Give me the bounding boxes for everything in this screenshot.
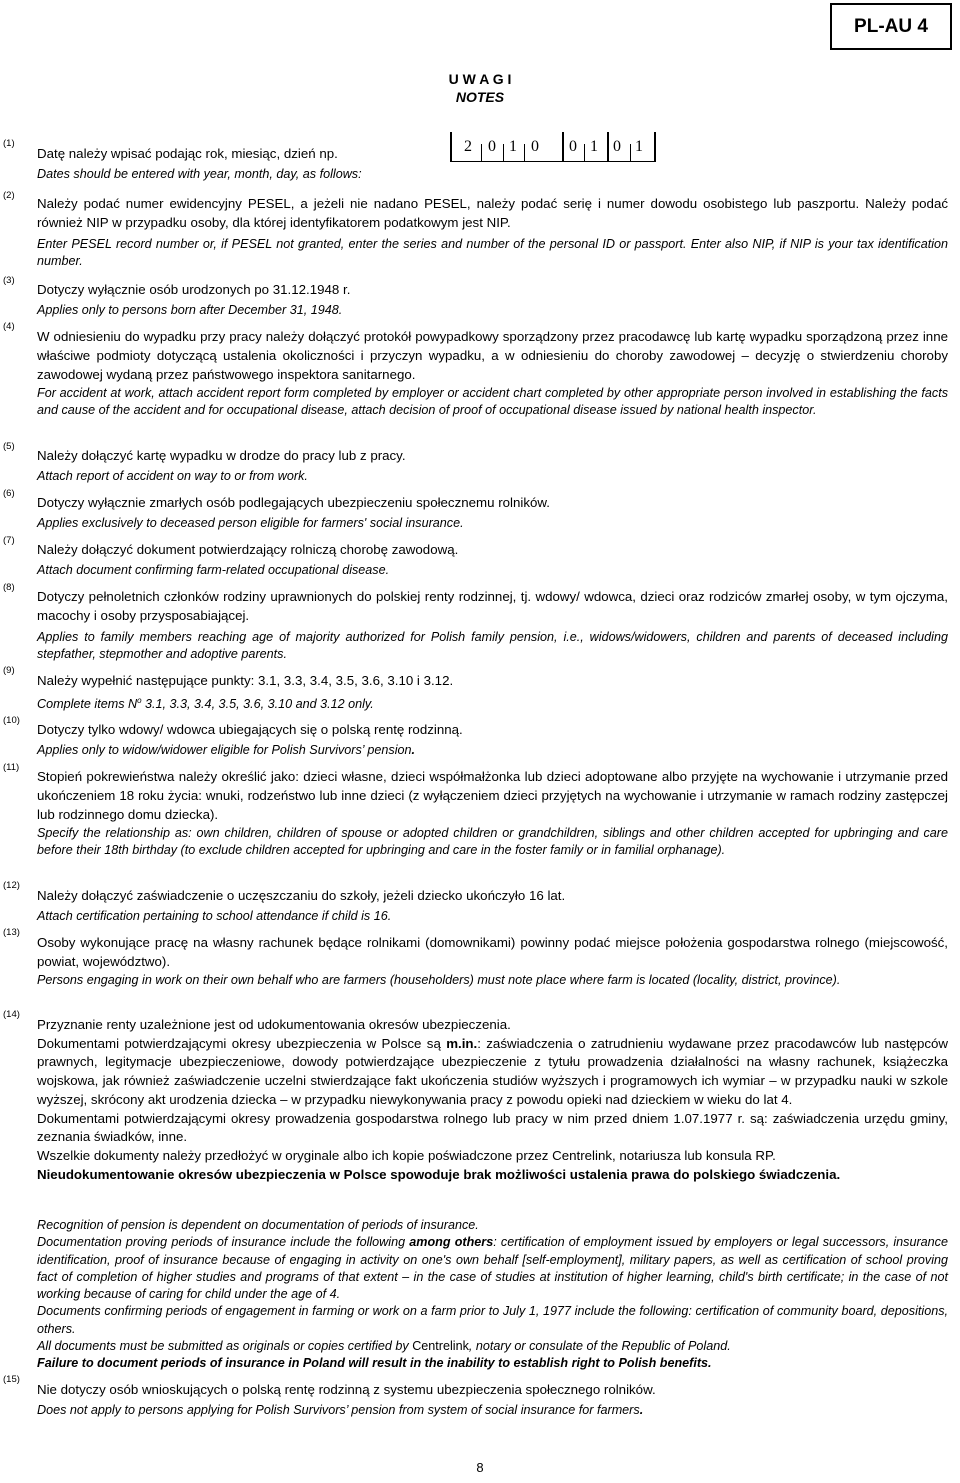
date-digit: 0 [569, 138, 577, 155]
note-2-pl: Należy podać numer ewidencyjny PESEL, a jeżeli nie nadano PESEL, należy podać serię i numer dowodu osobistego lub paszportu. Należy podać również NIP w przypadku osoby, dla której identyfikatorem podatkowym jest NIP. [37, 196, 948, 230]
note-2-en: Enter PESEL record number or, if PESEL not granted, enter the series and number of the personal ID or passport. Enter also NIP, if NIP is your tax identification number. [37, 237, 948, 269]
note-3-pl: Dotyczy wyłącznie osób urodzonych po 31.12.1948 r. [37, 282, 351, 297]
note-number: (1) [3, 138, 15, 149]
note-4-pl: W odniesieniu do wypadku przy pracy należy dołączyć protokół powypadkowy sporządzony przez pracodawcę lub kartę wypadku sporządzoną przez inne właściwe podmioty dotyczącą ustalenia okoliczności i przyczyn wypadku, a w odniesieniu do choroby zawodowej – decyzję o stwierdzeniu choroby zawodowej wydaną przez państwowego inspektora sanitarnego. [37, 329, 948, 382]
note-9-pl: Należy wypełnić następujące punkty: 3.1, 3.3, 3.4, 3.5, 3.6, 3.10 i 3.12. [37, 673, 454, 688]
date-digit: 1 [590, 138, 598, 155]
note-7-pl: Należy dołączyć dokument potwierdzający rolniczą chorobę zawodową. [37, 542, 459, 557]
note-6-en: Applies exclusively to deceased person eligible for farmers' social insurance. [37, 516, 464, 530]
note-4-en: For accident at work, attach accident report form completed by employer or accident chart completed by other appropriate person involved in establishing the facts and cause of the accident and for occupational disease, attach decision of proof of occupational disease issued by national health inspector. [37, 386, 948, 418]
note-number: (15) [3, 1374, 20, 1385]
page-number: 8 [476, 1460, 484, 1475]
note-number: (3) [3, 275, 15, 286]
note-number: (14) [3, 1009, 20, 1020]
note-7-en: Attach document confirming farm-related occupational disease. [37, 563, 390, 577]
note-number: (13) [3, 927, 20, 938]
note-5-en: Attach report of accident on way to or from work. [37, 469, 308, 483]
note-8-pl: Dotyczy pełnoletnich członków rodziny uprawnionych do polskiej renty rodzinnej, tj. wdowy/ wdowca, dzieci oraz rodziców zmarłej osoby, w tym ojczyma, macochy i osoby przysposabiającej. [37, 589, 948, 623]
note-14-en: Recognition of pension is dependent on documentation of periods of insurance. Documentation proving periods of insurance include the following among others: certification of employment issued by employers or legal successors, insurance identification, proof of insurance because of engaging in activity on one's own behalf [self-employment], military papers, as well as certification of school proving fact of completion of higher studies and programs of that extent – in the case of studies at institution of higher learning, child's birth certificate; in the case of not working because of caring for child under the age of 4. Documents confirming periods of engagement in farming or work on a farm prior to July 1, 1977 include the following: certification of community board, depositions, others. All documents must be submitted as originals or copies certified by Centrelink, notary or consulate of the Republic of Poland. Failure to document periods of insurance in Poland will result in the inability to establish right to Polish benefits. [37, 1218, 948, 1371]
note-number: (2) [3, 190, 15, 201]
note-number: (8) [3, 582, 15, 593]
note-15-pl: Nie dotyczy osób wnioskujących o polską rentę rodzinną z systemu ubezpieczenia społecznego rolników. [37, 1382, 656, 1397]
note-11-en: Specify the relationship as: own children, children of spouse or adopted children or grandchildren, siblings and other children accepted for upbringing and care before their 18th birthday (to exclude children accepted for upbringing and care in the foster family or in familial orphanage). [37, 826, 948, 858]
form-code-box [830, 3, 952, 50]
date-digit: 1 [635, 138, 643, 155]
note-number: (7) [3, 535, 15, 546]
date-example-boxes [450, 132, 656, 162]
note-10-pl: Dotyczy tylko wdowy/ wdowca ubiegających się o polską rentę rodzinną. [37, 722, 463, 737]
note-13-pl: Osoby wykonujące pracę na własny rachunek będące rolnikami (domownikami) powinny podać miejsce położenia gospodarstwa rolnego (miejscowość, powiat, województwo). [37, 935, 948, 969]
note-13-en: Persons engaging in work on their own behalf who are farmers (householders) must note place where farm is located (locality, district, province). [37, 973, 841, 987]
date-digit: 0 [531, 138, 539, 155]
date-digit: 0 [613, 138, 621, 155]
note-12-en: Attach certification pertaining to school attendance if child is 16. [37, 909, 392, 923]
note-11-pl: Stopień pokrewieństwa należy określić jako: dzieci własne, dzieci współmałżonka lub dzieci adoptowane albo przyjęte na wychowanie i utrzymanie przed ukończeniem 18 roku życia: wnuki, rodzeństwo lub inne dzieci (z wyłączeniem dzieci przyjętych na wychowanie i utrzymanie w ramach rodziny zastępczej lub rodzinnego domu dziecka). [37, 769, 948, 822]
note-14-pl: Przyznanie renty uzależnione jest od udokumentowania okresów ubezpieczenia. Dokumentami potwierdzającymi okresy ubezpieczenia w Polsce są m.in.: zaświadczenia o zatrudnieniu wydawane przez pracodawców lub następców prawnych, legitymacje ubezpieczeniowe, dowody potwierdzające ubezpieczenie z tytułu prowadzenia działalności na własny rachunek, książeczka wojskowa, jak również zaświadczenie uczelni stwierdzające fakt ukończenia studiów wyższych i programowych ich wymiar – w przypadku nauki w szkole wyższej, skrócony akt urodzenia dziecka – w przypadku niewykonywania pracy z powodu opieki nad dzieckiem w wieku do lat 4. Dokumentami potwierdzającymi okresy prowadzenia gospodarstwa rolnego lub pracy w nim przed dniem 1.07.1977 r. są: zaświadczenia urzędu gminy, zeznania świadków, inne. Wszelkie dokumenty należy przedłożyć w oryginale albo ich kopie poświadczone przez Centrelink, notariusza lub konsula RP. Nieudokumentowanie okresów ubezpieczenia w Polsce spowoduje brak możliwości ustalenia prawa do polskiego świadczenia. [37, 1017, 948, 1182]
note-8-en: Applies to family members reaching age of majority authorized for Polish family pension, i.e., widows/widowers, children and parents of deceased including stepfather, stepmother and adoptive parents. [37, 630, 948, 662]
note-5-pl: Należy dołączyć kartę wypadku w drodze do pracy lub z pracy. [37, 448, 406, 463]
note-10-en: Applies only to widow/widower eligible for Polish Survivors’ pension. [37, 743, 415, 757]
date-digit: 2 [464, 138, 472, 155]
note-3-en: Applies only to persons born after December 31, 1948. [37, 303, 343, 317]
notes-heading-pl: U W A G I [448, 71, 512, 87]
note-number: (4) [3, 321, 15, 332]
note-12-pl: Należy dołączyć zaświadczenie o uczęszczaniu do szkoły, jeżeli dziecko ukończyło 16 lat. [37, 888, 566, 903]
note-number: (9) [3, 665, 15, 676]
note-9-en: Complete items $N^o$ 3.1, 3.3, 3.4, 3.5, 3.6, 3.10 and 3.12 only. [37, 696, 374, 712]
note-number: (5) [3, 441, 15, 452]
date-digit: 0 [488, 138, 496, 155]
note-number: (11) [3, 762, 20, 773]
note-15-en: Does not apply to persons applying for Polish Survivors’ pension from system of social insurance for farmers. [37, 1403, 644, 1417]
note-1-pl: Datę należy wpisać podając rok, miesiąc, dzień np. [37, 146, 338, 161]
note-6-pl: Dotyczy wyłącznie zmarłych osób podlegających ubezpieczeniu społecznemu rolników. [37, 495, 550, 510]
form-code: PL-AU 4 [854, 15, 928, 37]
date-digit: 1 [509, 138, 517, 155]
note-number: (12) [3, 880, 20, 891]
note-number: (10) [3, 715, 20, 726]
notes-heading-en: NOTES [455, 89, 505, 105]
note-number: (6) [3, 488, 15, 499]
note-1-en: Dates should be entered with year, month, day, as follows: [37, 167, 362, 181]
